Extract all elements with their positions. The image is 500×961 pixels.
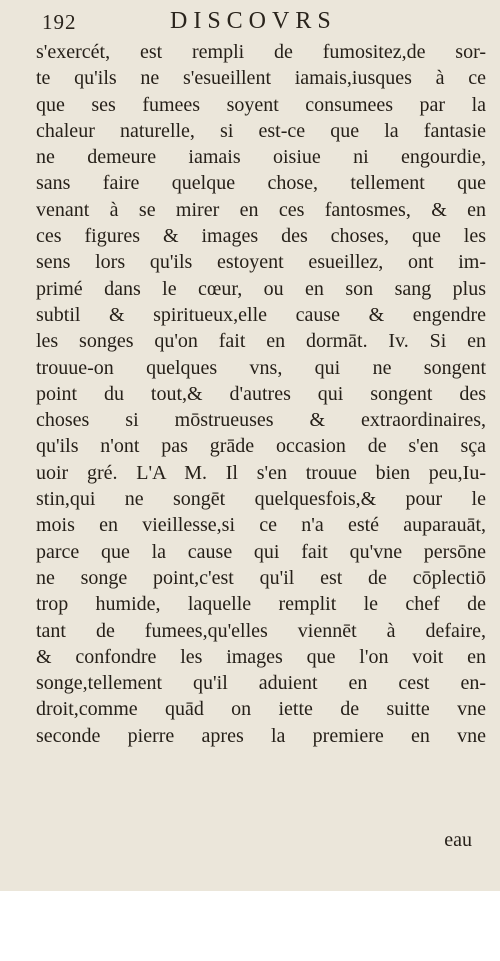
body-text — [36, 39, 486, 749]
text-line: venant à se mirer en ces fantosmes, & en — [36, 198, 486, 221]
text-line: uoir gré. L'A M. Il s'en trouue bien peu,Iu- — [36, 461, 486, 484]
text-line: trouue-on quelques vns, qui ne songent — [36, 356, 486, 379]
text-line: te qu'ils ne s'esueillent iamais,iusques à ce — [36, 67, 486, 90]
text-line: droit,comme quād on iette de suitte vne — [36, 698, 486, 721]
text-line: sens lors qu'ils estoyent esueillez, ont im- — [36, 251, 486, 274]
text-line: parce que la cause qui fait qu'vne persōne — [36, 540, 486, 563]
text-line: ces figures & images des choses, que les — [36, 225, 486, 248]
text-line: tant de fumees,qu'elles viennēt à defaire, — [36, 619, 486, 642]
text-line: chaleur naturelle, si est-ce que la fantasie — [36, 119, 486, 142]
text-line: seconde pierre apres la premiere en vne — [36, 724, 486, 747]
text-line: subtil & spiritueux,elle cause & engendre — [36, 303, 486, 326]
text-line: ne demeure iamais oisiue ni engourdie, — [36, 146, 486, 169]
catchword: eau — [444, 829, 472, 851]
text-line: mois en vieillesse,si ce n'a esté auparauāt, — [36, 514, 486, 537]
text-line: stin,qui ne songēt quelquesfois,& pour le — [36, 488, 486, 511]
text-line: s'exercét, est rempli de fumositez,de sor- — [36, 41, 486, 63]
text-line: choses si mōstrueuses & extraordinaires, — [36, 409, 486, 432]
text-line: primé dans le cœur, ou en son sang plus — [36, 277, 486, 300]
page-number: 192 — [42, 10, 77, 34]
text-line: ne songe point,c'est qu'il est de cōplectiō — [36, 566, 486, 589]
text-line: que ses fumees soyent consumees par la — [36, 93, 486, 116]
text-line: les songes qu'on fait en dormāt. Iv. Si en — [36, 330, 486, 353]
text-line: sans faire quelque chose, tellement que — [36, 172, 486, 195]
text-line: trop humide, laquelle remplit le chef de — [36, 593, 486, 616]
running-head: DISCOVRS — [170, 8, 337, 34]
bottom-margin — [0, 891, 500, 961]
text-line: & confondre les images que l'on voit en — [36, 645, 486, 668]
text-line: songe,tellement qu'il aduient en cest en- — [36, 672, 486, 695]
text-line: qu'ils n'ont pas grāde occasion de s'en sça — [36, 435, 486, 458]
page-header — [42, 6, 482, 40]
text-line: point du tout,& d'autres qui songent des — [36, 382, 486, 405]
